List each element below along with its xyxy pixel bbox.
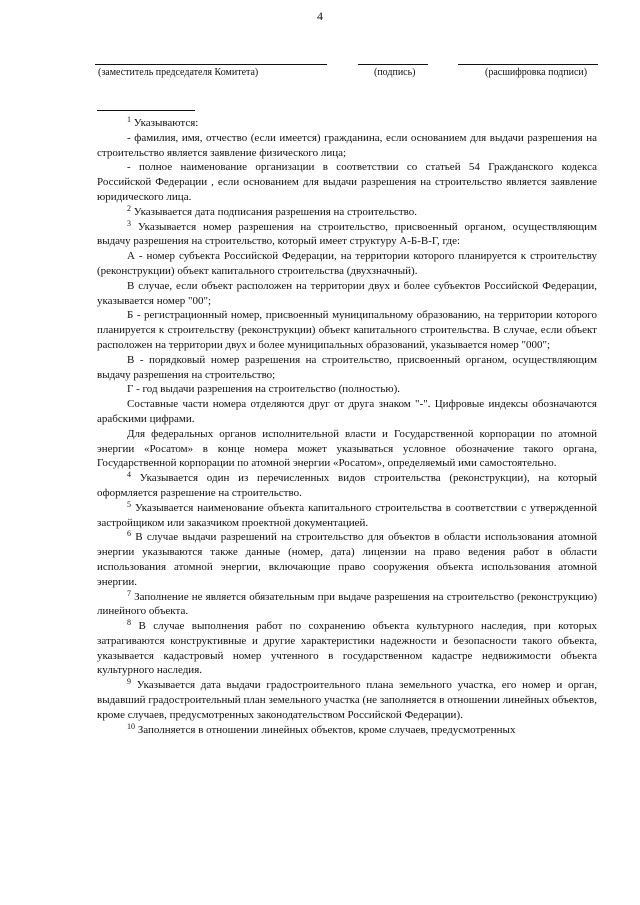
- footnote-text: Заполнение не является обязательным при выдаче разрешения на строительство (реконструкцию) линейного объекта.: [97, 590, 598, 618]
- footnote-text: В случае выполнения работ по сохранению объекта культурного наследия, при которых затрагиваются конструктивные и другие характеристики надежности и безопасности такого объекта, указывается кадастровый номер учтенного в государственном кадастре недвижимости объекта культурного наследия.: [97, 620, 598, 677]
- footnote-number: 3: [127, 218, 131, 228]
- footnote-paragraph: [97, 723, 597, 738]
- footnote-text: В случае, если объект расположен на территории двух и более субъектов Российской Федерации, указывается номер "00";: [97, 279, 597, 307]
- footnote-paragraph: [97, 205, 597, 220]
- footnote-paragraph: [97, 249, 597, 279]
- footnote-text: - полное наименование организации в соответствии со статьей 54 Гражданского кодекса Российской Федерации , если основанием для выдачи разрешения на строительство является заявление юридического лица.: [97, 161, 597, 203]
- footnote-text: Для федеральных органов исполнительной власти и Государственной корпорации по атомной энергии «Росатом» в конце номера может указываться условное обозначение такого органа, Государственной корпорации по атомной энергии «Росатом», определяемый ими самостоятельно.: [97, 427, 597, 470]
- footnotes: [97, 116, 597, 737]
- footnote-paragraph: [97, 501, 597, 531]
- footnote-number: 7: [127, 588, 131, 598]
- footnote-paragraph: [97, 279, 597, 309]
- name-label: (расшифровка подписи): [485, 67, 588, 78]
- footnote-number: 1: [127, 115, 131, 124]
- footnote-paragraph: [97, 397, 597, 427]
- footnote-text: Указывается дата выдачи градостроительного плана земельного участка, его номер и орган, выдавший градостроительный план земельного участка (не заполняется в отношении линейных объектов, кроме случаев, предусмотренных законодательством Российской Федерации).: [97, 679, 598, 721]
- footnote-paragraph: [97, 427, 597, 471]
- footnote-text: В - порядковый номер разрешения на строительство, присвоенный органом, осуществляющим выдачу разрешения на строительство;: [97, 353, 597, 381]
- signature-line: [358, 64, 428, 65]
- footnote-text: Указывается наименование объекта капитального строительства в соответствии с утвержденной застройщиком или заказчиком проектной документацией.: [97, 501, 598, 529]
- footnote-text: - фамилия, имя, отчество (если имеется) гражданина, если основанием для выдачи разрешения на строительство является заявление физического лица;: [97, 131, 597, 159]
- footnote-number: 5: [127, 499, 131, 509]
- position-label: (заместитель председателя Комитета): [98, 67, 259, 78]
- footnote-text: Составные части номера отделяются друг от друга знаком "-". Цифровые индексы обозначаются арабскими цифрами.: [97, 398, 597, 425]
- footnote-text: Заполняется в отношении линейных объектов, кроме случаев, предусмотренных: [137, 723, 516, 736]
- footnote-number: 2: [127, 203, 131, 213]
- footnote-number: 8: [127, 618, 131, 628]
- footnote-text: Г - год выдачи разрешения на строительство (полностью).: [127, 383, 401, 396]
- footnote-paragraph: [97, 619, 597, 678]
- name-signature-line: [458, 64, 598, 65]
- footnote-text: Указывается дата подписания разрешения на строительство.: [133, 205, 418, 218]
- footnote-paragraph: [97, 590, 597, 620]
- footnote-number: 10: [127, 721, 135, 731]
- page-number: 4: [317, 9, 323, 23]
- footnote-text: Указывается один из перечисленных видов строительства (реконструкции), на который оформляется разрешение на строительство.: [97, 472, 598, 499]
- footnote-paragraph: [97, 678, 597, 722]
- footnote-text: Б - регистрационный номер, присвоенный муниципальному образованию, на территории которого планируется к строительству (реконструкции) объект капитального строительства. В случае, если объект расположен на территории двух и более муниципальных образований, указывается номер "000";: [97, 309, 597, 351]
- footnote-paragraph: [97, 131, 597, 161]
- footnote-number: 6: [127, 529, 131, 539]
- footnote-paragraph: [97, 382, 597, 397]
- footnote-number: 4: [127, 470, 131, 480]
- footnote-paragraph: [97, 471, 597, 501]
- footnote-paragraph: [97, 308, 597, 352]
- footnote-text: Указывается номер разрешения на строительство, присвоенный органом, осуществляющим выдачу разрешения на строительство, который имеет структуру А-Б-В-Г, где:: [97, 220, 598, 248]
- footnote-paragraph: [97, 353, 597, 383]
- footnote-number: 9: [127, 677, 131, 687]
- footnote-text: Указываются:: [133, 117, 199, 129]
- footnote-paragraph: [97, 220, 597, 250]
- position-signature-line: [95, 64, 327, 65]
- footnote-text: В случае выдачи разрешений на строительство для объектов в области использования атомной энергии указываются также данные (номер, дата) лицензии на право ведения работ в области использования атомной энергии, включающие право сооружения объекта использования атомной энергии.: [97, 531, 598, 588]
- footnote-paragraph: [97, 530, 597, 589]
- footnote-text: А - номер субъекта Российской Федерации, на территории которого планируется к строительству (реконструкции) объект капитального строительства (двухзначный).: [97, 250, 597, 277]
- signature-label: (подпись): [374, 67, 416, 78]
- footnote-paragraph: [97, 160, 597, 204]
- footnote-paragraph: [97, 116, 597, 131]
- footnote-separator: [97, 110, 195, 111]
